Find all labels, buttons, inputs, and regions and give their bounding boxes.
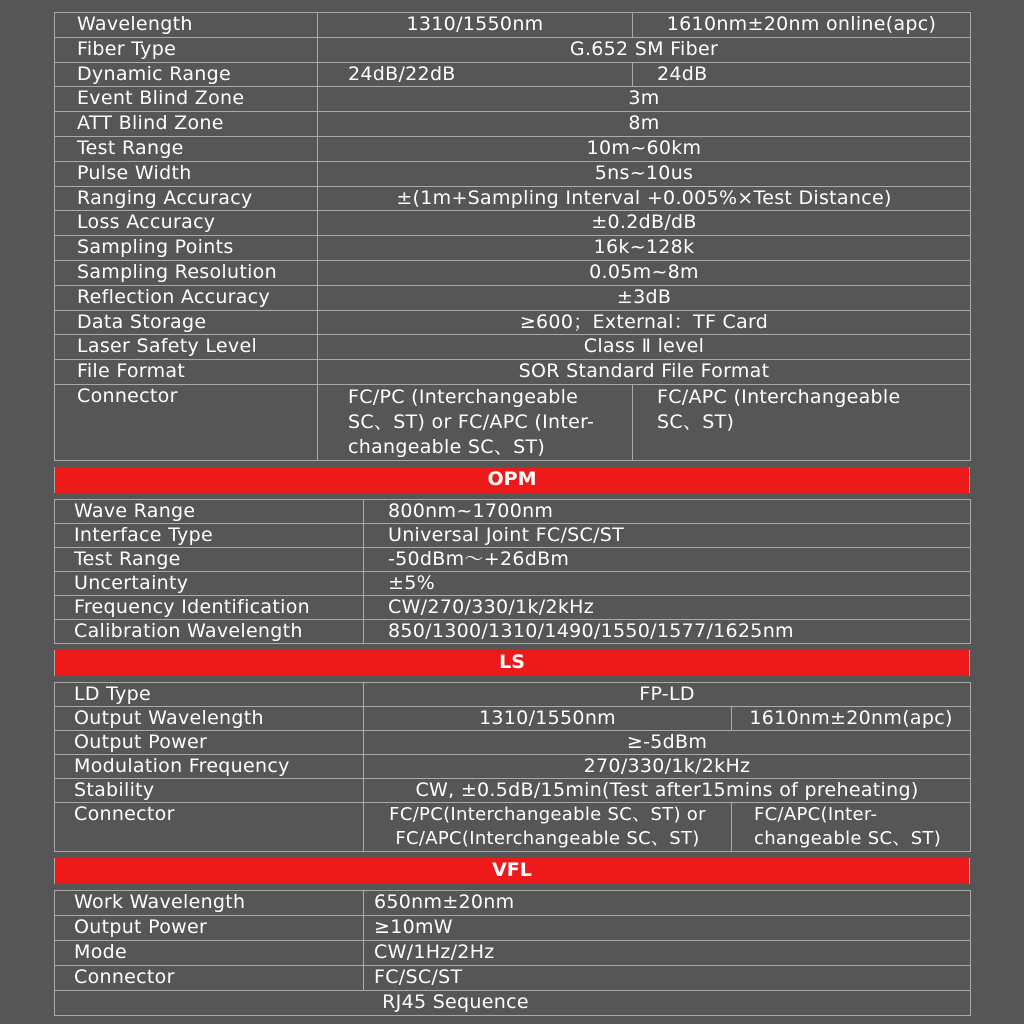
- spec-value: SOR Standard File Format: [318, 360, 971, 385]
- spec-value: FC/SC/ST: [364, 965, 971, 990]
- table-row: [55, 260, 971, 285]
- spec-value: G.652 SM Fiber: [318, 37, 971, 62]
- spec-value: 800nm~1700nm: [364, 499, 971, 523]
- spec-label: Fiber Type: [55, 37, 318, 62]
- spec-label: Ranging Accuracy: [55, 186, 318, 211]
- spec-value: 1610nm±20nm(apc): [732, 706, 971, 730]
- spec-label: Sampling Resolution: [55, 260, 318, 285]
- spec-value: 650nm±20nm: [364, 890, 971, 915]
- table-row: [55, 802, 971, 851]
- spec-label: Connector: [55, 802, 364, 851]
- spec-label: Pulse Width: [55, 161, 318, 186]
- table-row: [55, 87, 971, 112]
- spec-label: Connector: [55, 384, 318, 460]
- spec-value: ±(1m+Sampling Interval +0.005%×Test Distance): [318, 186, 971, 211]
- table-row: [55, 211, 971, 236]
- spec-label: Uncertainty: [55, 571, 364, 595]
- spec-label: Laser Safety Level: [55, 335, 318, 360]
- spec-value: ≥-5dBm: [364, 730, 971, 754]
- spec-label: Modulation Frequency: [55, 754, 364, 778]
- table-row: [55, 186, 971, 211]
- spec-label: Test Range: [55, 136, 318, 161]
- table-row: [55, 499, 971, 523]
- spec-value: ±3dB: [318, 285, 971, 310]
- table-row: [55, 682, 971, 706]
- table-row: [55, 730, 971, 754]
- spec-value: -50dBm～+26dBm: [364, 547, 971, 571]
- spec-value: CW/1Hz/2Hz: [364, 940, 971, 965]
- table-row: [55, 595, 971, 619]
- spec-label: Output Power: [55, 730, 364, 754]
- footer-note: RJ45 Sequence: [55, 990, 971, 1015]
- ls-spec-table: [54, 682, 971, 852]
- spec-value: 16k~128k: [318, 236, 971, 261]
- spec-value: Class Ⅱ level: [318, 335, 971, 360]
- table-row: [55, 890, 971, 915]
- spec-value: 5ns~10us: [318, 161, 971, 186]
- table-row: [55, 335, 971, 360]
- section-header-vfl: VFL: [54, 858, 970, 884]
- spec-value: 3m: [318, 87, 971, 112]
- vfl-spec-table: [54, 890, 971, 1016]
- spec-label: Frequency Identification: [55, 595, 364, 619]
- spec-label: File Format: [55, 360, 318, 385]
- spec-label: Loss Accuracy: [55, 211, 318, 236]
- spec-label: Interface Type: [55, 523, 364, 547]
- spec-value: 850/1300/1310/1490/1550/1577/1625nm: [364, 619, 971, 643]
- table-row: [55, 112, 971, 137]
- spec-label: Mode: [55, 940, 364, 965]
- table-row: [55, 547, 971, 571]
- spec-value: ±0.2dB/dB: [318, 211, 971, 236]
- spec-label: Wave Range: [55, 499, 364, 523]
- spec-value: 0.05m~8m: [318, 260, 971, 285]
- table-row: [55, 619, 971, 643]
- spec-label: ATT Blind Zone: [55, 112, 318, 137]
- spec-sheet: [54, 12, 970, 1016]
- spec-label: Dynamic Range: [55, 62, 318, 87]
- spec-label: Stability: [55, 778, 364, 802]
- table-row: [55, 161, 971, 186]
- table-row: [55, 706, 971, 730]
- opm-spec-table: [54, 499, 971, 644]
- spec-label: LD Type: [55, 682, 364, 706]
- table-row: [55, 384, 971, 460]
- table-row: [55, 940, 971, 965]
- spec-value: ≥10mW: [364, 915, 971, 940]
- spec-value: 10m~60km: [318, 136, 971, 161]
- table-row: [55, 62, 971, 87]
- spec-label: Work Wavelength: [55, 890, 364, 915]
- table-row: [55, 778, 971, 802]
- section-header-ls: LS: [54, 650, 970, 676]
- spec-value: 1310/1550nm: [364, 706, 732, 730]
- spec-value: 1610nm±20nm online(apc): [633, 13, 971, 38]
- table-row: [55, 37, 971, 62]
- section-header-opm: OPM: [54, 467, 970, 493]
- spec-value: 8m: [318, 112, 971, 137]
- spec-label: Reflection Accuracy: [55, 285, 318, 310]
- table-row: [55, 754, 971, 778]
- spec-value: FC/APC (Interchangeable SC、ST): [633, 384, 971, 460]
- spec-label: Event Blind Zone: [55, 87, 318, 112]
- table-row: [55, 236, 971, 261]
- spec-label: Output Wavelength: [55, 706, 364, 730]
- spec-value: FP-LD: [364, 682, 971, 706]
- otdr-spec-table: [54, 12, 971, 461]
- spec-value: Universal Joint FC/SC/ST: [364, 523, 971, 547]
- spec-value: FC/APC(Inter-changeable SC、ST): [732, 802, 971, 851]
- spec-value: CW/270/330/1k/2kHz: [364, 595, 971, 619]
- spec-label: Data Storage: [55, 310, 318, 335]
- spec-value: 24dB: [633, 62, 971, 87]
- table-row: [55, 360, 971, 385]
- table-row: [55, 136, 971, 161]
- spec-label: Calibration Wavelength: [55, 619, 364, 643]
- spec-value: 24dB/22dB: [318, 62, 633, 87]
- spec-label: Output Power: [55, 915, 364, 940]
- spec-value: 1310/1550nm: [318, 13, 633, 38]
- table-row: [55, 571, 971, 595]
- table-row: [55, 915, 971, 940]
- spec-label: Wavelength: [55, 13, 318, 38]
- table-row: [55, 990, 971, 1015]
- spec-value: FC/PC(Interchangeable SC、ST) or FC/APC(Interchangeable SC、ST): [364, 802, 732, 851]
- spec-value: CW, ±0.5dB/15min(Test after15mins of preheating): [364, 778, 971, 802]
- spec-value: ±5%: [364, 571, 971, 595]
- spec-value: ≥600；External：TF Card: [318, 310, 971, 335]
- table-row: [55, 965, 971, 990]
- spec-label: Test Range: [55, 547, 364, 571]
- table-row: [55, 523, 971, 547]
- spec-value: 270/330/1k/2kHz: [364, 754, 971, 778]
- table-row: [55, 13, 971, 38]
- table-row: [55, 310, 971, 335]
- spec-label: Sampling Points: [55, 236, 318, 261]
- spec-value: FC/PC (Interchangeable SC、ST) or FC/APC (Inter-changeable SC、ST): [318, 384, 633, 460]
- spec-label: Connector: [55, 965, 364, 990]
- table-row: [55, 285, 971, 310]
